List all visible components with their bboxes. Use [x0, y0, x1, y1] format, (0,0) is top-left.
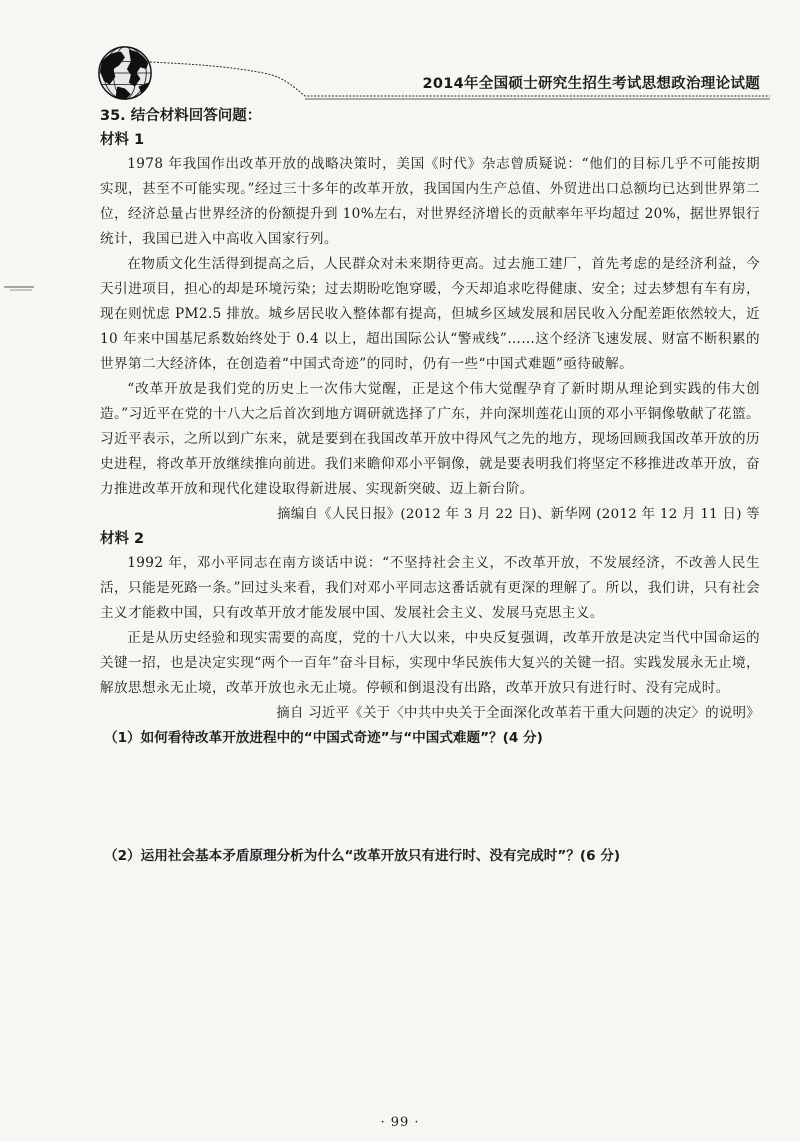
material-1-title: 材料 1	[100, 132, 145, 148]
page-number: · 99 ·	[380, 1115, 420, 1130]
subquestion-2: （2）运用社会基本矛盾原理分析为什么“改革开放只有进行时、没有完成时”？(6 分)	[104, 848, 621, 864]
header-title: 2014年全国硕士研究生招生考试思想政治理论试题	[422, 76, 760, 92]
material-1-paragraph: 在物质文化生活得到提高之后，人民群众对未来期待更高。过去施工建厂，首先考虑的是经济利益，今天引进项目，担心的却是环境污染；过去期盼吃饱穿暖，今天却追求吃得健康、安全；过去梦想有车有房，现在则忧虑 PM2.5 排放。城乡居民收入整体都有提高，但城乡区域发展和居民收入分配差距依然较大，近 10 年来中国基尼系数始终处于 0.4 以上，超出国际公认“警戒线”……这个经济飞速发展、财富不断积累的世界第二大经济体，在创造着“中国式奇迹”的同时，仍有一些“中国式难题”亟待破解。	[100, 256, 760, 372]
material-2-paragraph: 正是从历史经验和现实需要的高度，党的十八大以来，中央反复强调，改革开放是决定当代中国命运的关键一招，也是决定实现“两个一百年”奋斗目标，实现中华民族伟大复兴的关键一招。实践发展永无止境，解放思想永无止境，改革开放也永无止境。停顿和倒退没有出路，改革开放只有进行时、没有完成时。	[100, 630, 760, 696]
material-1-paragraph: “改革开放是我们党的历史上一次伟大觉醒，正是这个伟大觉醒孕育了新时期从理论到实践的伟大创造。”习近平在党的十八大之后首次到地方调研就选择了广东，并向深圳莲花山顶的邓小平铜像敬献了花篮。习近平表示，之所以到广东来，就是要到在我国改革开放中得风气之先的地方，现场回顾我国改革开放的历史进程，将改革开放继续推向前进。我们来瞻仰邓小平铜像，就是要表明我们将坚定不移推进改革开放，奋力推进改革开放和现代化建设取得新进展、实现新突破、迈上新台阶。	[100, 381, 760, 497]
subquestion-1: （1）如何看待改革开放进程中的“中国式奇迹”与“中国式难题”？(4 分)	[104, 730, 543, 746]
margin-mark	[2, 284, 36, 292]
material-1-source: 摘编自《人民日报》(2012 年 3 月 22 日)、新华网 (2012 年 12 月 11 日) 等	[277, 507, 760, 522]
material-2-paragraph: 1992 年，邓小平同志在南方谈话中说：“不坚持社会主义，不改革开放，不发展经济，不改善人民生活，只能是死路一条。”回过头来看，我们对邓小平同志这番话就有更深的理解了。所以，我们讲，只有社会主义才能救中国，只有改革开放才能发展中国、发展社会主义、发展马克思主义。	[100, 555, 760, 621]
question-title: 35. 结合材料回答问题：	[100, 108, 262, 124]
material-1-paragraph: 1978 年我国作出改革开放的战略决策时，美国《时代》杂志曾质疑说：“他们的目标几乎不可能按期实现，甚至不可能实现。”经过三十多年的改革开放，我国国内生产总值、外贸进出口总额均已达到世界第二位，经济总量占世界经济的份额提升到 10%左右，对世界经济增长的贡献率年平均超过 20%，据世界银行统计，我国已进入中高收入国家行列。	[100, 156, 761, 247]
material-2-title: 材料 2	[100, 531, 145, 547]
answer-space	[100, 750, 760, 844]
globe-logo-icon	[96, 44, 154, 102]
question-content	[100, 104, 760, 868]
material-2-source: 摘自 习近平《关于〈中共中央关于全面深化改革若干重大问题的决定〉的说明》	[276, 706, 760, 721]
